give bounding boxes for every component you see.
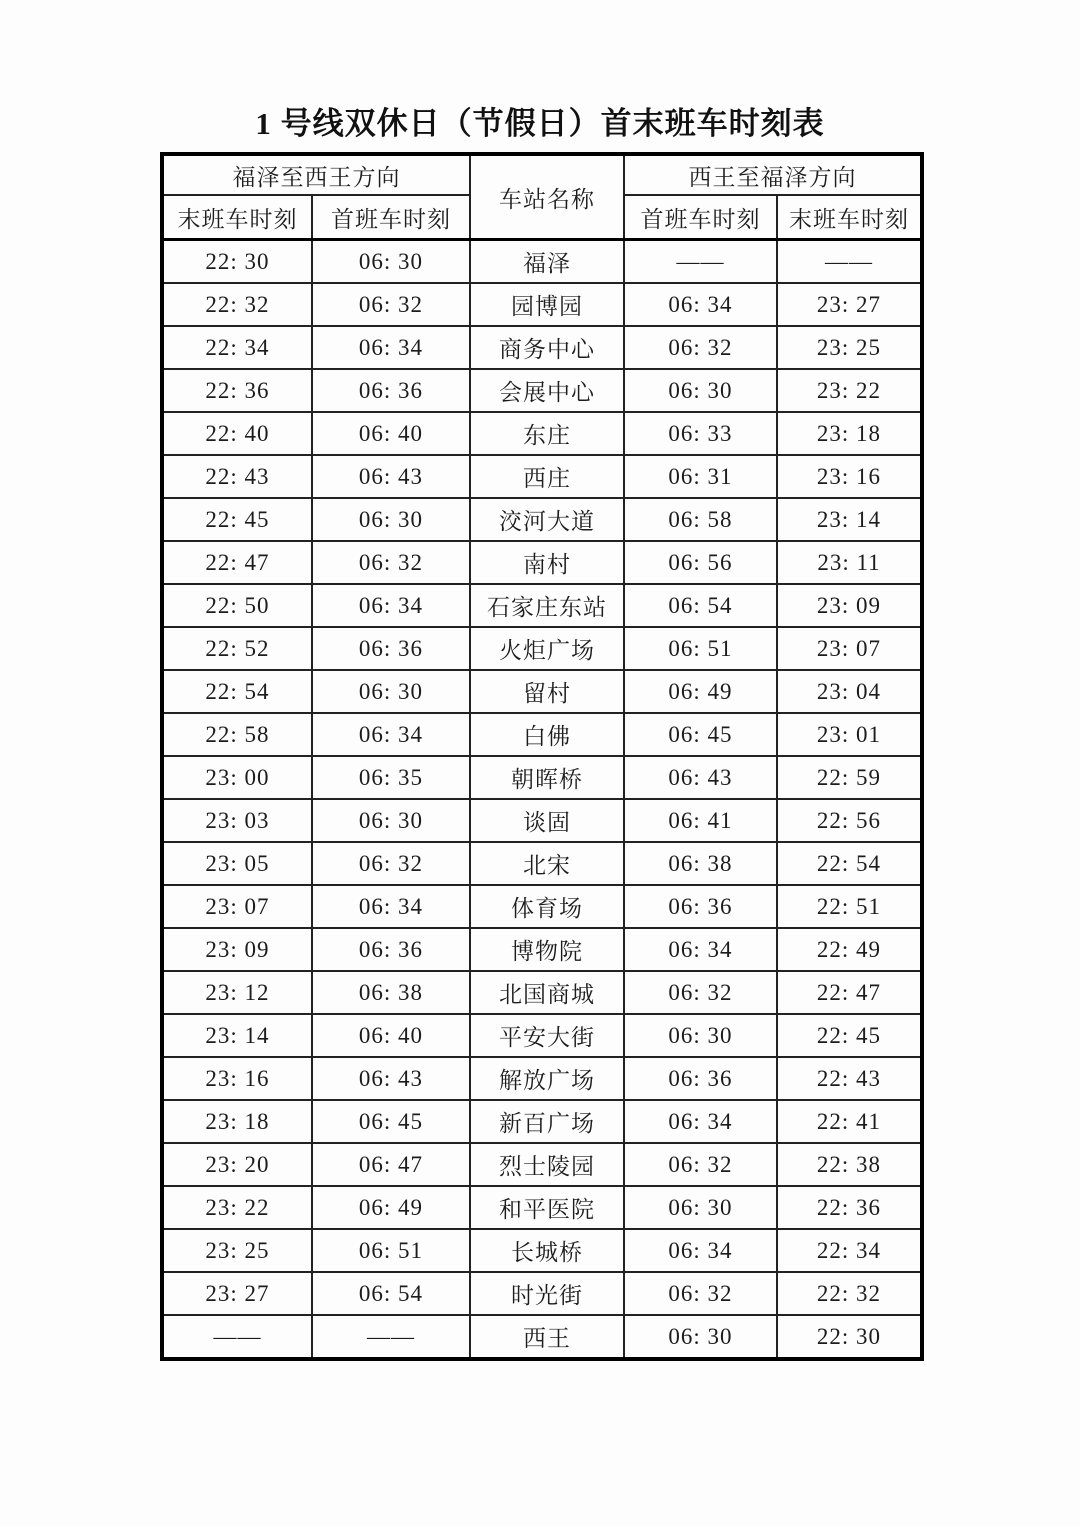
table-row (162, 1272, 922, 1315)
timetable-container (160, 152, 924, 1361)
left-first-train-time: 06: 34 (312, 713, 470, 756)
station-name: 平安大街 (470, 1014, 624, 1057)
right-last-train-time: 22: 32 (777, 1272, 922, 1315)
station-name: 西王 (470, 1315, 624, 1359)
table-row (162, 283, 922, 326)
left-first-train-time: 06: 30 (312, 670, 470, 713)
table-row (162, 799, 922, 842)
right-first-train-time: 06: 38 (624, 842, 777, 885)
station-name: 解放广场 (470, 1057, 624, 1100)
station-name: 时光街 (470, 1272, 624, 1315)
left-last-train-time: 22: 32 (162, 283, 312, 326)
table-row (162, 455, 922, 498)
left-last-train-time: 22: 43 (162, 455, 312, 498)
table-row (162, 627, 922, 670)
station-name: 体育场 (470, 885, 624, 928)
page-title: 1 号线双休日（节假日）首末班车时刻表 (255, 106, 825, 141)
right-first-train-time: 06: 34 (624, 1100, 777, 1143)
header-right-direction: 西王至福泽方向 (624, 154, 922, 195)
right-last-train-time: 22: 56 (777, 799, 922, 842)
left-last-train-time: 23: 22 (162, 1186, 312, 1229)
right-first-train-time: 06: 32 (624, 1272, 777, 1315)
left-first-train-time: 06: 32 (312, 842, 470, 885)
left-last-train-time: 22: 45 (162, 498, 312, 541)
left-last-train-time: 22: 58 (162, 713, 312, 756)
timetable-header (162, 154, 922, 240)
left-last-train-time: 23: 16 (162, 1057, 312, 1100)
right-first-train-time: 06: 34 (624, 283, 777, 326)
right-last-train-time: 23: 16 (777, 455, 922, 498)
station-name: 南村 (470, 541, 624, 584)
table-row (162, 842, 922, 885)
left-first-train-time: 06: 54 (312, 1272, 470, 1315)
right-first-train-time: 06: 30 (624, 1315, 777, 1359)
header-right-first-train: 首班车时刻 (624, 195, 777, 240)
left-first-train-time: 06: 32 (312, 283, 470, 326)
right-first-train-time: 06: 33 (624, 412, 777, 455)
right-first-train-time: 06: 45 (624, 713, 777, 756)
right-last-train-time: 23: 04 (777, 670, 922, 713)
right-first-train-time: 06: 36 (624, 1057, 777, 1100)
header-left-first-train: 首班车时刻 (312, 195, 470, 240)
table-row (162, 928, 922, 971)
left-first-train-time: 06: 49 (312, 1186, 470, 1229)
left-last-train-time: 23: 07 (162, 885, 312, 928)
table-row (162, 670, 922, 713)
left-first-train-time: 06: 30 (312, 498, 470, 541)
right-last-train-time: 23: 11 (777, 541, 922, 584)
left-first-train-time: 06: 36 (312, 627, 470, 670)
station-name: 东庄 (470, 412, 624, 455)
station-name: 北宋 (470, 842, 624, 885)
left-last-train-time: 22: 34 (162, 326, 312, 369)
left-first-train-time: 06: 43 (312, 455, 470, 498)
left-first-train-time: 06: 51 (312, 1229, 470, 1272)
right-last-train-time: —— (777, 240, 922, 284)
right-last-train-time: 22: 30 (777, 1315, 922, 1359)
right-first-train-time: —— (624, 240, 777, 284)
left-first-train-time: 06: 45 (312, 1100, 470, 1143)
right-first-train-time: 06: 58 (624, 498, 777, 541)
station-name: 园博园 (470, 283, 624, 326)
right-last-train-time: 22: 51 (777, 885, 922, 928)
station-name: 会展中心 (470, 369, 624, 412)
station-name: 洨河大道 (470, 498, 624, 541)
left-first-train-time: 06: 40 (312, 1014, 470, 1057)
timetable-body (162, 240, 922, 1360)
station-name: 白佛 (470, 713, 624, 756)
right-last-train-time: 23: 07 (777, 627, 922, 670)
left-last-train-time: 22: 36 (162, 369, 312, 412)
left-first-train-time: 06: 34 (312, 885, 470, 928)
header-right-last-train: 末班车时刻 (777, 195, 922, 240)
left-last-train-time: 23: 09 (162, 928, 312, 971)
table-row (162, 369, 922, 412)
left-last-train-time: 22: 30 (162, 240, 312, 284)
right-last-train-time: 22: 41 (777, 1100, 922, 1143)
left-last-train-time: 23: 03 (162, 799, 312, 842)
right-first-train-time: 06: 32 (624, 326, 777, 369)
table-row (162, 1100, 922, 1143)
header-station-column: 车站名称 (470, 154, 624, 240)
station-name: 谈固 (470, 799, 624, 842)
station-name: 北国商城 (470, 971, 624, 1014)
right-last-train-time: 22: 34 (777, 1229, 922, 1272)
table-row (162, 240, 922, 284)
left-last-train-time: 23: 25 (162, 1229, 312, 1272)
table-row (162, 326, 922, 369)
station-name: 留村 (470, 670, 624, 713)
left-first-train-time: 06: 47 (312, 1143, 470, 1186)
station-name: 石家庄东站 (470, 584, 624, 627)
right-first-train-time: 06: 31 (624, 455, 777, 498)
station-name: 火炬广场 (470, 627, 624, 670)
table-row (162, 1229, 922, 1272)
right-last-train-time: 22: 36 (777, 1186, 922, 1229)
station-name: 西庄 (470, 455, 624, 498)
right-last-train-time: 22: 45 (777, 1014, 922, 1057)
table-row (162, 885, 922, 928)
left-first-train-time: 06: 34 (312, 326, 470, 369)
station-name: 长城桥 (470, 1229, 624, 1272)
table-row (162, 1014, 922, 1057)
right-last-train-time: 22: 38 (777, 1143, 922, 1186)
left-first-train-time: 06: 30 (312, 799, 470, 842)
right-last-train-time: 22: 47 (777, 971, 922, 1014)
left-last-train-time: 22: 52 (162, 627, 312, 670)
right-first-train-time: 06: 30 (624, 1186, 777, 1229)
right-last-train-time: 23: 09 (777, 584, 922, 627)
right-first-train-time: 06: 41 (624, 799, 777, 842)
direction-header-row (162, 154, 922, 195)
table-row (162, 1143, 922, 1186)
table-row (162, 584, 922, 627)
right-first-train-time: 06: 56 (624, 541, 777, 584)
right-first-train-time: 06: 49 (624, 670, 777, 713)
table-row (162, 1315, 922, 1359)
station-name: 和平医院 (470, 1186, 624, 1229)
table-row (162, 756, 922, 799)
left-last-train-time: 23: 14 (162, 1014, 312, 1057)
left-last-train-time: 23: 05 (162, 842, 312, 885)
left-first-train-time: 06: 30 (312, 240, 470, 284)
station-name: 新百广场 (470, 1100, 624, 1143)
table-row (162, 412, 922, 455)
left-first-train-time: 06: 34 (312, 584, 470, 627)
left-last-train-time: 22: 40 (162, 412, 312, 455)
header-left-direction: 福泽至西王方向 (162, 154, 470, 195)
right-first-train-time: 06: 51 (624, 627, 777, 670)
right-first-train-time: 06: 30 (624, 1014, 777, 1057)
right-last-train-time: 23: 25 (777, 326, 922, 369)
left-first-train-time: 06: 40 (312, 412, 470, 455)
table-row (162, 1057, 922, 1100)
left-first-train-time: 06: 36 (312, 369, 470, 412)
right-last-train-time: 22: 59 (777, 756, 922, 799)
station-name: 朝晖桥 (470, 756, 624, 799)
station-name: 商务中心 (470, 326, 624, 369)
right-first-train-time: 06: 34 (624, 928, 777, 971)
left-last-train-time: 22: 50 (162, 584, 312, 627)
left-last-train-time: 23: 27 (162, 1272, 312, 1315)
left-last-train-time: 23: 20 (162, 1143, 312, 1186)
left-last-train-time: 23: 18 (162, 1100, 312, 1143)
left-first-train-time: 06: 43 (312, 1057, 470, 1100)
right-first-train-time: 06: 32 (624, 1143, 777, 1186)
station-name: 烈士陵园 (470, 1143, 624, 1186)
left-last-train-time: 23: 00 (162, 756, 312, 799)
right-first-train-time: 06: 32 (624, 971, 777, 1014)
right-last-train-time: 23: 14 (777, 498, 922, 541)
table-row (162, 713, 922, 756)
left-last-train-time: 22: 47 (162, 541, 312, 584)
table-row (162, 498, 922, 541)
left-first-train-time: 06: 36 (312, 928, 470, 971)
right-last-train-time: 22: 54 (777, 842, 922, 885)
table-row (162, 1186, 922, 1229)
table-row (162, 971, 922, 1014)
right-first-train-time: 06: 34 (624, 1229, 777, 1272)
right-last-train-time: 23: 01 (777, 713, 922, 756)
right-last-train-time: 22: 49 (777, 928, 922, 971)
left-first-train-time: 06: 35 (312, 756, 470, 799)
right-first-train-time: 06: 43 (624, 756, 777, 799)
left-first-train-time: 06: 32 (312, 541, 470, 584)
left-first-train-time: —— (312, 1315, 470, 1359)
right-last-train-time: 23: 22 (777, 369, 922, 412)
header-left-last-train: 末班车时刻 (162, 195, 312, 240)
right-first-train-time: 06: 54 (624, 584, 777, 627)
right-last-train-time: 22: 43 (777, 1057, 922, 1100)
left-last-train-time: —— (162, 1315, 312, 1359)
station-name: 博物院 (470, 928, 624, 971)
left-first-train-time: 06: 38 (312, 971, 470, 1014)
station-name: 福泽 (470, 240, 624, 284)
left-last-train-time: 23: 12 (162, 971, 312, 1014)
right-first-train-time: 06: 36 (624, 885, 777, 928)
table-row (162, 541, 922, 584)
left-last-train-time: 22: 54 (162, 670, 312, 713)
timetable (160, 152, 924, 1361)
right-last-train-time: 23: 27 (777, 283, 922, 326)
right-last-train-time: 23: 18 (777, 412, 922, 455)
right-first-train-time: 06: 30 (624, 369, 777, 412)
